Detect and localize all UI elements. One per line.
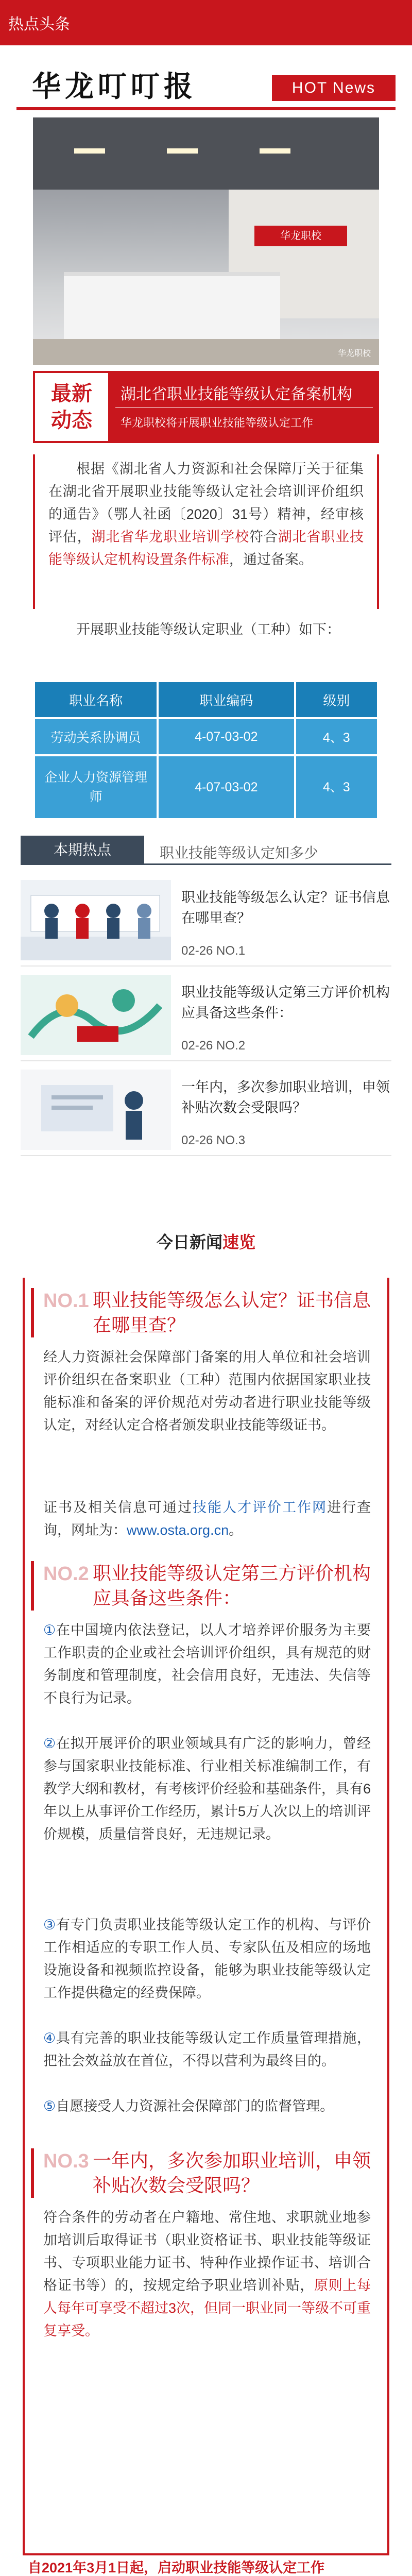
latest-subtitle: 华龙职校将开展职业技能等级认定工作 — [121, 416, 314, 429]
table-row — [35, 756, 377, 818]
list-item-title: 职业技能等级认定第三方评价机构应具备这些条件： — [181, 985, 390, 1021]
brand-title: 华龙叮叮报 — [32, 70, 197, 103]
training-illustration — [21, 1070, 171, 1150]
top-bar — [0, 0, 412, 45]
list-item[interactable] — [21, 876, 391, 967]
list-separator — [21, 1155, 391, 1156]
hero-watermark: 华龙职校 — [337, 349, 371, 358]
ceiling-light — [167, 148, 198, 154]
hero-sign: 华龙职校 — [254, 226, 347, 246]
hot-news-badge: HOT News — [272, 75, 396, 101]
condition-number: ① — [43, 1622, 57, 1638]
list-item[interactable] — [21, 971, 391, 1061]
list-item[interactable] — [21, 1065, 391, 1156]
section-number: NO.1 — [43, 1290, 89, 1312]
intro-highlight-school: 湖北省华龙职业培训学校 — [91, 529, 250, 545]
condition-text: 在拟开展评价的职业领域具有广泛的影响力，曾经参与国家职业技能标准、行业相关标准编制工作，有教学大纲和教材，有考核评价经验和基础条件，具有6年以上从事评价工作经历，累计5万人次以上的培训评价规模，质量信誉良好，无违规记录。 — [43, 1736, 371, 1842]
osta-url-link[interactable]: www.osta.org.cn — [127, 1522, 229, 1538]
today-title: 今日新闻 — [156, 1233, 222, 1251]
hero-image — [33, 117, 379, 365]
body-highlight: 原则上每人每年可享受不超过3次，但同一职业同一等级不可重复享受。 — [43, 2278, 371, 2338]
condition-text: 自愿接受人力资源社会保障部门的监督管理。 — [56, 2098, 334, 2114]
latest-badge-line2: 动态 — [51, 409, 92, 432]
section-bar — [31, 2148, 34, 2198]
announce-headline: 自2021年3月1日起，启动职业技能等级认定工作 — [28, 2560, 325, 2575]
table-cell-text: 企业人力资源管理师 — [44, 770, 148, 804]
ceiling-light — [260, 148, 290, 154]
intro-text: 符合 — [249, 529, 278, 545]
tab-knowledge[interactable]: 职业技能等级认定知多少 — [160, 845, 319, 861]
list-item-meta: 02-26 NO.1 — [181, 944, 246, 958]
list-separator — [21, 1060, 391, 1061]
section-body: 经人力资源社会保障部门备案的用人单位和社会培训评价组织在备案职业（工种）范围内依据国家职业技能标准和备案的评价规范对劳动者进行职业技能等级认定，对经认定合格者颁发职业技能等级证书。 — [43, 1349, 371, 1433]
intro-paragraph — [48, 457, 364, 571]
condition-item — [43, 1732, 371, 1845]
condition-item — [43, 2027, 371, 2072]
body-text: 证书及相关信息可通过 — [43, 1500, 193, 1515]
ceiling-light — [74, 148, 105, 154]
hero-floor — [33, 339, 379, 365]
condition-text: 有专门负责职业技能等级认定工作的机构、与评价工作相适应的专职工作人员、专家队伍及相应的场地设施设备和视频监控设备，能够为职业技能等级认定工作提供稳定的经费保障。 — [43, 1917, 371, 2001]
condition-number: ③ — [43, 1917, 57, 1933]
condition-text: 具有完善的职业技能等级认定工作质量管理措施，把社会效益放在首位，不得以营利为最终目的。 — [43, 2030, 371, 2069]
section-number: NO.3 — [43, 2150, 89, 2172]
latest-divider — [115, 407, 373, 408]
body-text: 。 — [229, 1522, 243, 1538]
table-cell: 劳动关系协调员 — [35, 719, 157, 754]
body-text: 进行查询，网址为： — [43, 1500, 371, 1538]
section-body-2 — [43, 1496, 371, 1541]
list-item-meta: 02-26 NO.3 — [181, 1133, 246, 1147]
table-header-row — [35, 682, 377, 717]
tab-this-period[interactable]: 本期热点 — [21, 836, 144, 865]
section-bar — [31, 1561, 34, 1611]
condition-item — [43, 1619, 371, 1709]
list-item-title: 职业技能等级怎么认定？证书信息在哪里查？ — [181, 890, 390, 926]
brand-header — [16, 49, 396, 111]
section-title: 职业技能等级认定第三方评价机构应具备这些条件： — [93, 1563, 371, 1608]
tabs-underline — [21, 863, 391, 865]
section-title: 职业技能等级怎么认定？证书信息在哪里查？ — [93, 1290, 371, 1335]
people-queue-illustration — [21, 880, 171, 960]
intro-text: 根据《湖北省人力资源和社会保障厅关于征集在湖北省开展职业技能等级认定社会培训评价组织的通告》（鄂人社函〔2020〕31号）精神，经审核评估， — [48, 461, 364, 545]
brand-rule — [16, 107, 396, 110]
section-title: 一年内，多次参加职业培训，申领补贴次数会受限吗？ — [93, 2150, 371, 2196]
condition-text: 在中国境内依法登记，以人才培养评价服务为主要工作职责的企业或社会培训评价组织，具有规范的财务制度和管理制度，社会信用良好，无违法、失信等不良行为记录。 — [43, 1622, 371, 1706]
intro-highlight-standard: 湖北省职业技能等级认定机构设置条件标准 — [48, 529, 364, 567]
table-header: 级别 — [296, 682, 377, 717]
today-highlight: 速览 — [222, 1233, 256, 1251]
section-body — [43, 2206, 371, 2342]
hero-ceiling — [33, 117, 379, 190]
condition-number: ④ — [43, 2030, 57, 2046]
table-header: 职业编码 — [159, 682, 294, 717]
section-bar — [31, 1288, 34, 1337]
handshake-illustration — [21, 975, 171, 1055]
latest-news-banner[interactable] — [33, 371, 379, 443]
condition-item — [43, 2095, 371, 2117]
table-cell: 4、3 — [296, 756, 377, 818]
table-cell: 4、3 — [296, 719, 377, 754]
condition-number: ② — [43, 1736, 57, 1751]
table-row — [35, 719, 377, 754]
table-cell: 4-07-03-02 — [159, 756, 294, 818]
latest-title: 湖北省职业技能等级认定备案机构 — [121, 386, 352, 403]
condition-number: ⑤ — [43, 2098, 56, 2114]
intro-paragraph-2: 开展职业技能等级认定职业（工种）如下： — [76, 622, 340, 637]
intro-text: ，通过备案。 — [229, 552, 313, 567]
osta-site-link[interactable]: 技能人才评价工作网 — [193, 1500, 327, 1515]
thumbnail-2 — [21, 975, 171, 1055]
list-item-meta: 02-26 NO.2 — [181, 1039, 246, 1053]
table-cell — [35, 756, 157, 818]
thumbnail-3 — [21, 1070, 171, 1150]
occupation-table — [33, 680, 379, 820]
list-separator — [21, 965, 391, 967]
today-header — [0, 1229, 412, 1260]
hot-tabs — [0, 836, 412, 865]
latest-badge-line1: 最新 — [51, 382, 92, 405]
list-item-title: 一年内，多次参加职业培训，申领补贴次数会受限吗？ — [181, 1079, 390, 1115]
table-header: 职业名称 — [35, 682, 157, 717]
thumbnail-1 — [21, 880, 171, 960]
latest-badge — [33, 371, 110, 443]
top-label: 热点头条 — [8, 16, 70, 33]
table-cell: 4-07-03-02 — [159, 719, 294, 754]
section-number: NO.2 — [43, 1563, 89, 1585]
body-text: 符合条件的劳动者在户籍地、常住地、求职就业地参加培训后取得证书（职业资格证书、职业技能等级证书、专项职业能力证书、特种作业操作证书、培训合格证书等）的，按规定给予职业培训补贴， — [43, 2210, 371, 2293]
condition-item — [43, 1913, 371, 2004]
